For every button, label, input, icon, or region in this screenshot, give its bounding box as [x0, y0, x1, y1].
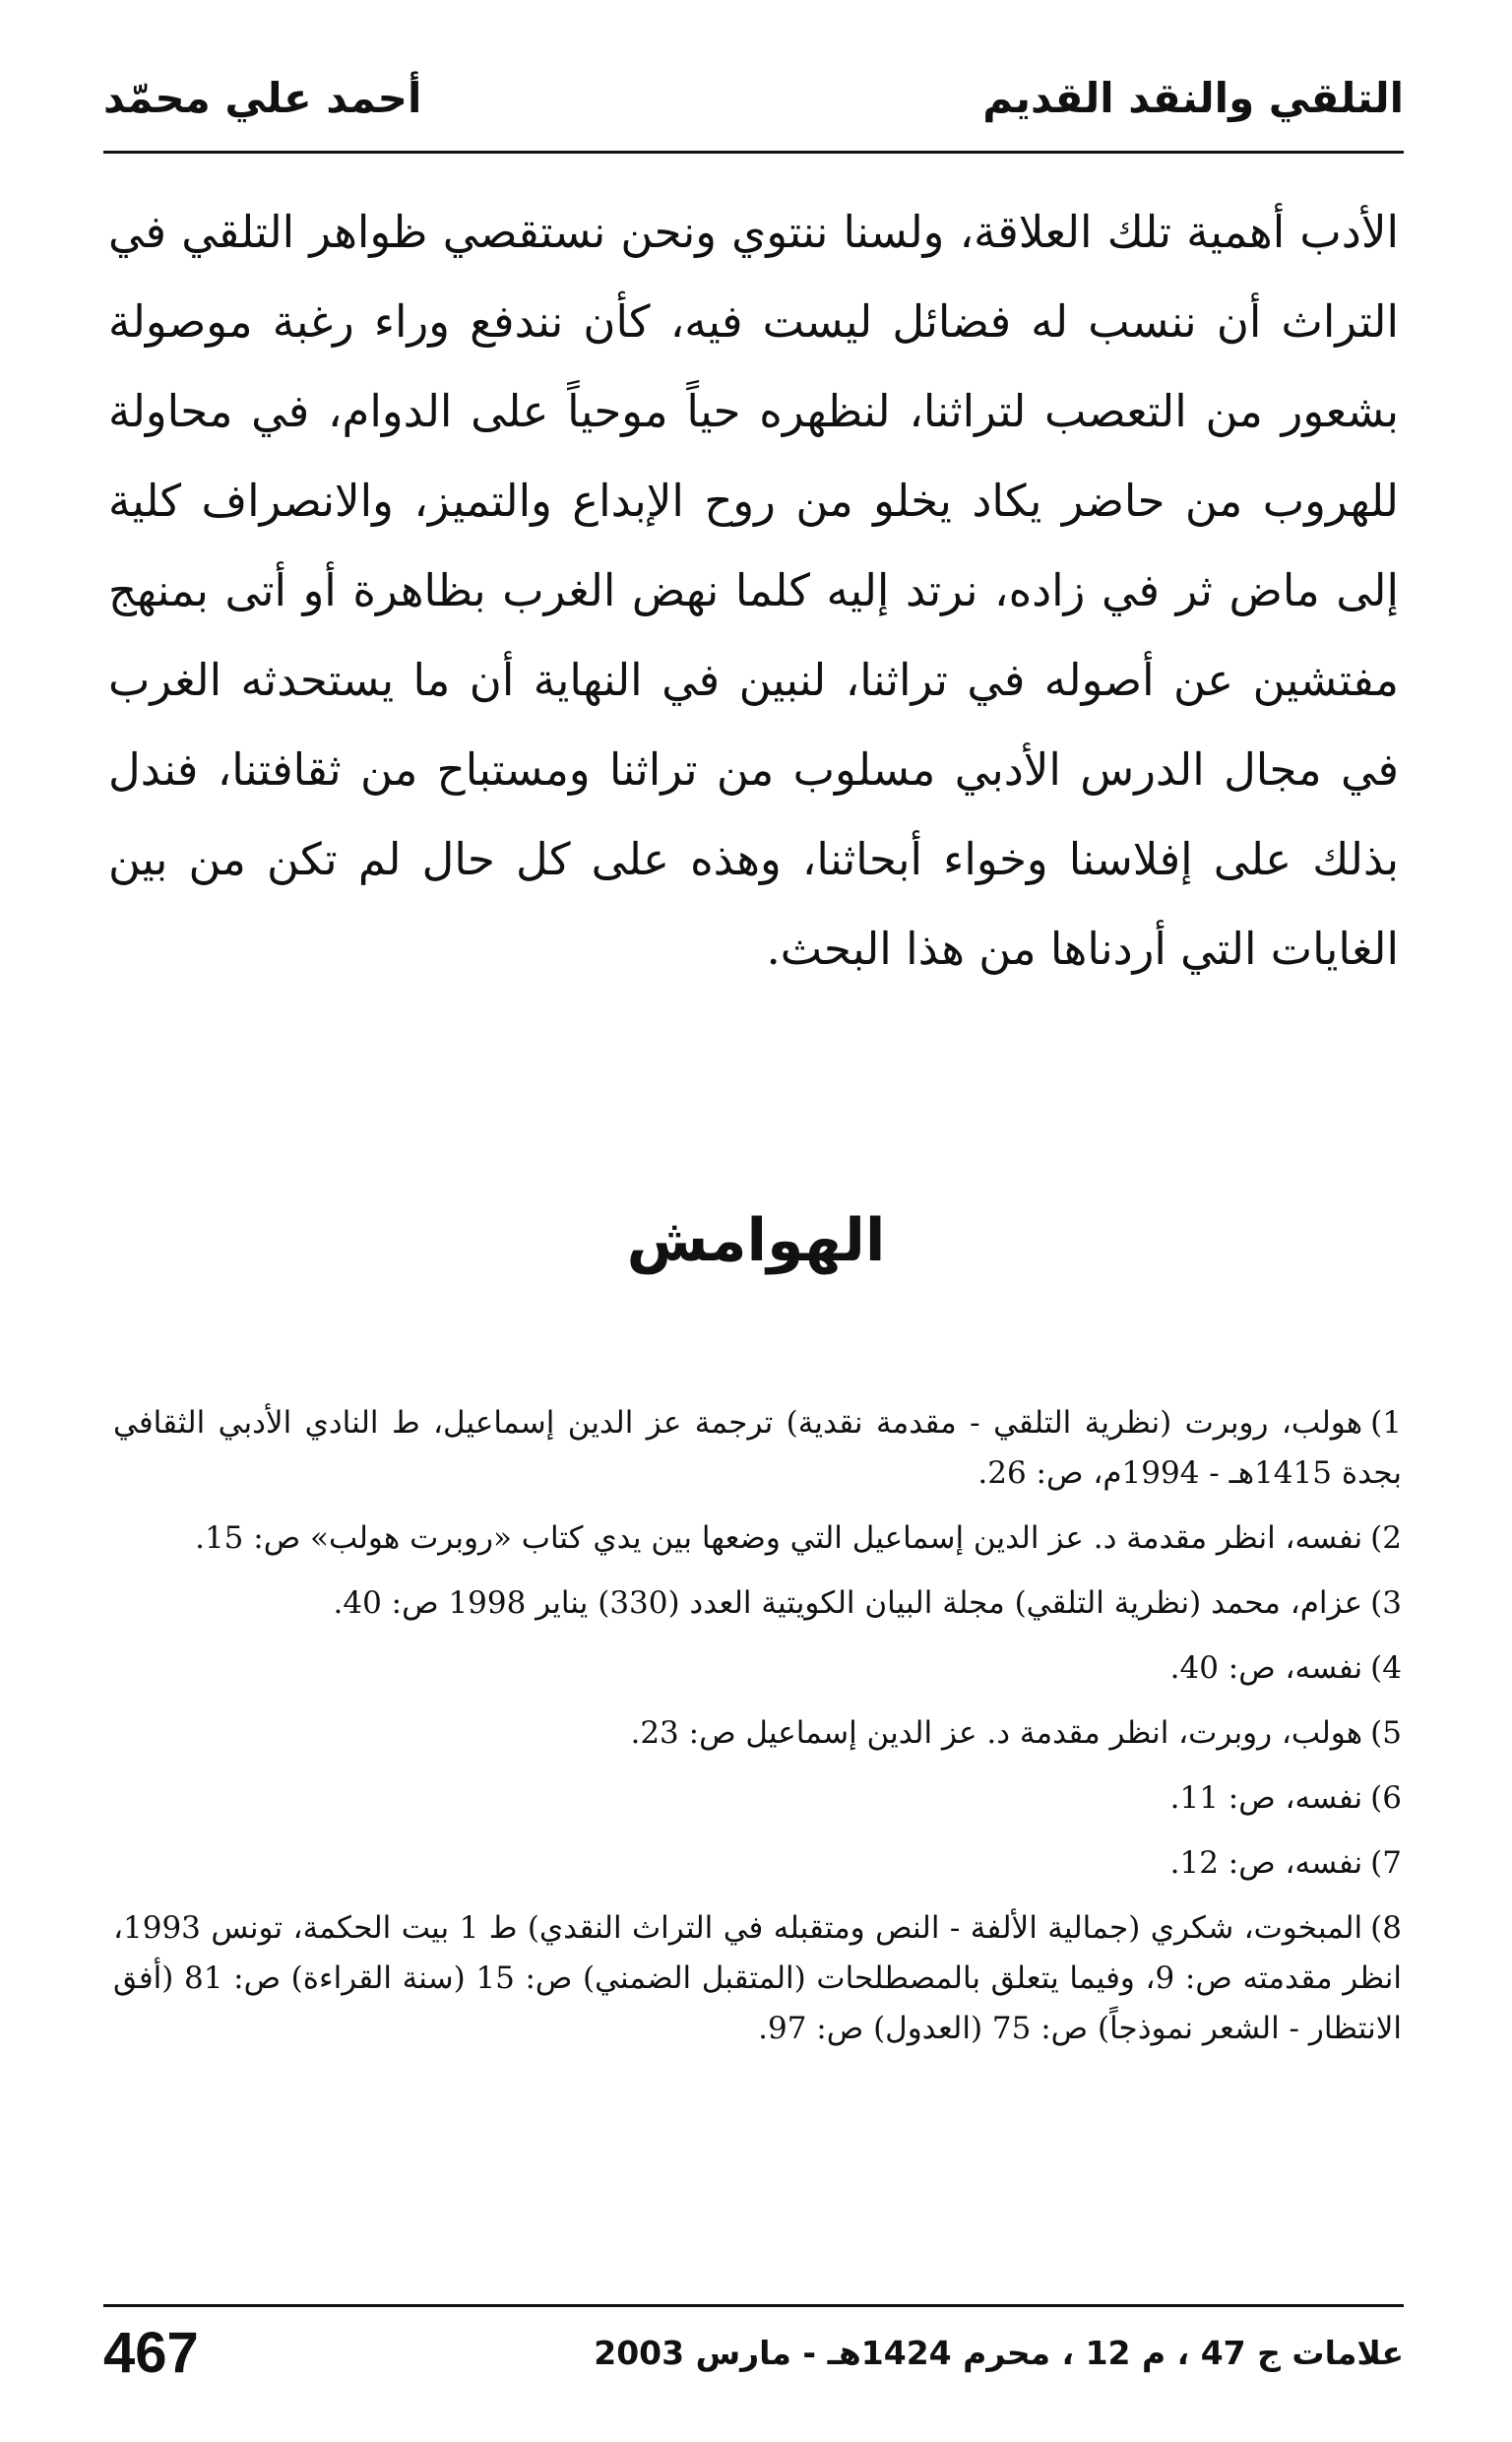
- footnote: [113, 1578, 1402, 1629]
- header-divider: [103, 151, 1404, 154]
- footnote-text: نفسه، ص: 40.: [1169, 1650, 1363, 1686]
- footnote-number: 8): [1370, 1910, 1402, 1946]
- footnotes-list: [113, 1398, 1402, 2069]
- footnote: [113, 1513, 1402, 1564]
- footer-divider: [103, 2304, 1404, 2307]
- running-header: [103, 69, 1404, 148]
- author-name: أحمد علي محمّد: [103, 74, 422, 122]
- footnote-text: هولب، روبرت (نظرية التلقي - مقدمة نقدية) ترجمة عز الدين إسماعيل، ط النادي الأدبي الثقافي بجدة 1415هـ - 1994م، ص: 26.: [113, 1405, 1402, 1491]
- footnote: [113, 1903, 1402, 2054]
- footnote: [113, 1643, 1402, 1694]
- running-footer: [103, 2319, 1404, 2408]
- footnote: [113, 1838, 1402, 1889]
- body-paragraph: الأدب أهمية تلك العلاقة، ولسنا ننتوي ونحن نستقصي ظواهر التلقي في التراث أن ننسب له فضائل ليست فيه، كأن نندفع وراء رغبة موصولة بشعور من التعصب لتراثنا، لنظهره حياً موحياً على الدوام، في محاولة للهروب من حاضر يكاد يخلو من روح الإبداع والتميز، والانصراف كلية إلى ماض ثر في زاده، نرتد إليه كلما نهض الغرب بظاهرة أو أتى بمنهج مفتشين عن أصوله في تراثنا، لنبين في النهاية أن ما يستحدثه الغرب في مجال الدرس الأدبي مسلوب من تراثنا ومستباح من ثقافتنا، فندل بذلك على إفلاسنا وخواء أبحاثنا، وهذه على كل حال لم تكن من بين الغايات التي أردناها من هذا البحث.: [108, 206, 1399, 975]
- footnote-text: المبخوت، شكري (جمالية الألفة - النص ومتقبله في التراث النقدي) ط 1 بيت الحكمة، تونس 1993، انظر مقدمته ص: 9، وفيما يتعلق بالمصطلحات (المتقبل الضمني) ص: 15 (سنة القراءة) ص: 81 (أفق الانتظار - الشعر نموذجاً) ص: 75 (العدول) ص: 97.: [113, 1910, 1403, 2046]
- journal-citation: علامات ج 47 ، م 12 ، محرم 1424هـ - مارس 2003: [594, 2334, 1404, 2372]
- footnote-number: 6): [1370, 1780, 1402, 1816]
- footnote: [113, 1773, 1402, 1824]
- footnote-text: هولب، روبرت، انظر مقدمة د. عز الدين إسماعيل ص: 23.: [630, 1715, 1363, 1751]
- footnote-text: نفسه، انظر مقدمة د. عز الدين إسماعيل التي وضعها بين يدي كتاب «روبرت هولب» ص: 15.: [195, 1520, 1363, 1556]
- footnote: [113, 1708, 1402, 1759]
- page-number: 467: [103, 2321, 199, 2385]
- footnote-number: 5): [1370, 1715, 1402, 1751]
- book-title: التلقي والنقد القديم: [982, 74, 1404, 122]
- footnote-number: 3): [1370, 1585, 1402, 1621]
- footnote-text: عزام، محمد (نظرية التلقي) مجلة البيان الكويتية العدد (330) يناير 1998 ص: 40.: [333, 1585, 1363, 1621]
- footnote-text: نفسه، ص: 11.: [1169, 1780, 1363, 1816]
- footnote: [113, 1398, 1402, 1499]
- footnote-number: 4): [1370, 1650, 1402, 1686]
- footnote-text: نفسه، ص: 12.: [1169, 1845, 1363, 1881]
- footnote-number: 1): [1370, 1405, 1402, 1441]
- footnote-number: 2): [1370, 1520, 1402, 1556]
- notes-heading: الهوامش: [626, 1206, 886, 1275]
- footnote-number: 7): [1370, 1845, 1402, 1881]
